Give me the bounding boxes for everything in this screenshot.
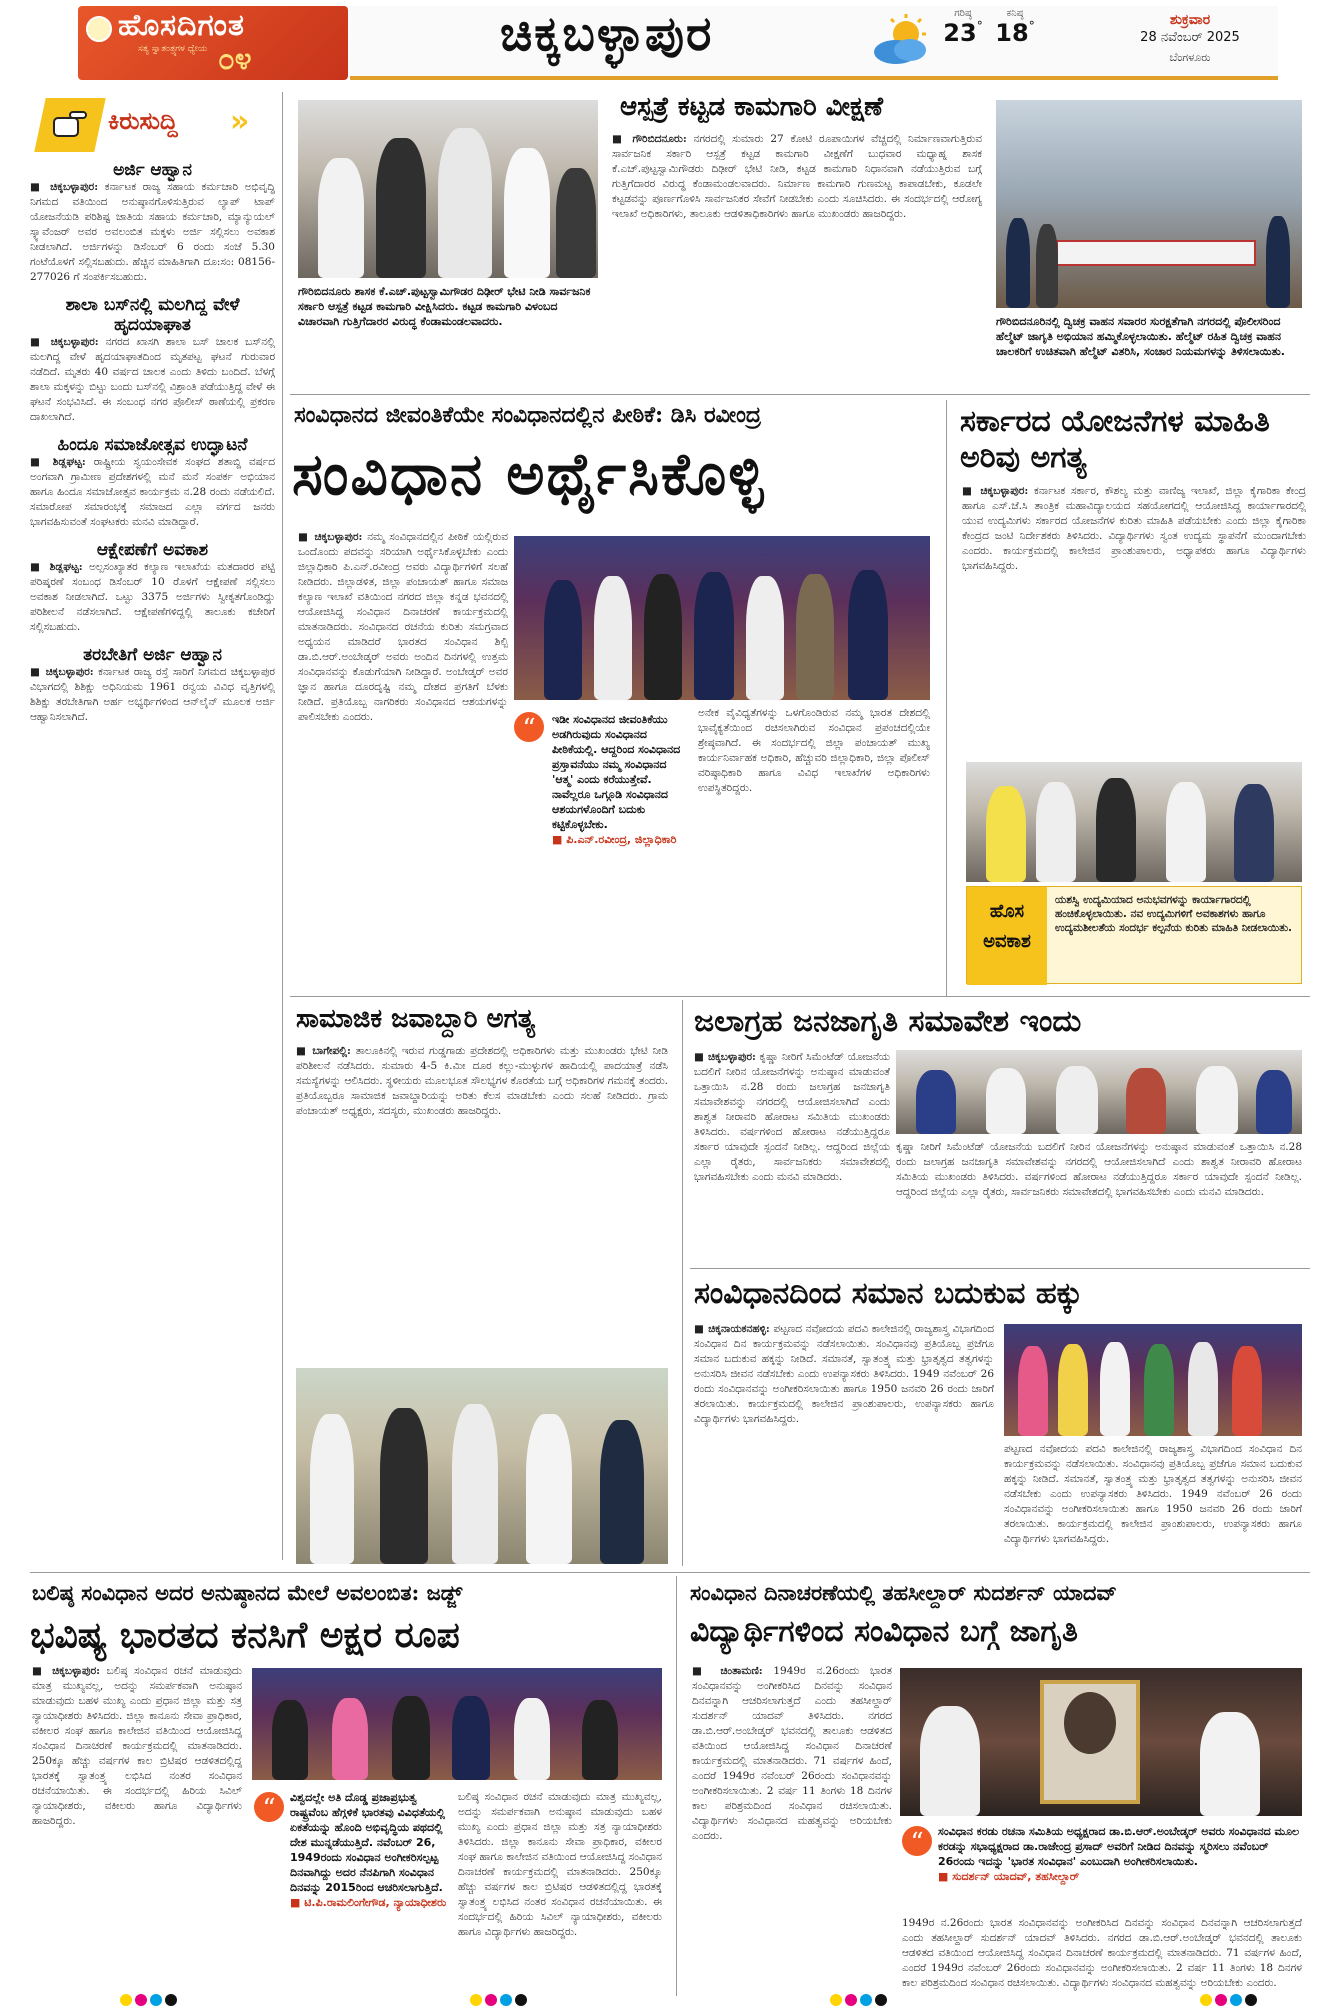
- max-temp-block: ಗರಿಷ್ಠ 23°: [940, 8, 986, 47]
- constitution-kicker: ಸಂವಿಧಾನದ ಜೀವಂತಿಕೆಯೇ ಸಂವಿಧಾನದಲ್ಲಿನ ಪೀಠಿಕೆ: ಡಿಸಿ ರವೀಂದ್ರ: [294, 402, 762, 428]
- emblem-icon: [86, 16, 112, 42]
- brief-body: ■ ಶಿಡ್ಲಘಟ್ಟ: ಅಲ್ಪಸಂಖ್ಯಾತರ ಕಲ್ಯಾಣ ಇಲಾಖೆಯ ಮತದಾರರ ಪಟ್ಟಿ ಪರಿಷ್ಕರಣೆ ಸಂಬಂಧ ಡಿಸೆಂಬರ್ 10 ರೊಳಗೆ ಆಕ್ಷೇಪಣೆ ಸಲ್ಲಿಸಲು ಅವಕಾಶ ನೀಡಲಾಗಿದೆ. ಒಟ್ಟು 3375 ಅರ್ಜಿಗಳು ಸ್ವೀಕೃತಗೊಂಡಿದ್ದು ಪರಿಶೀಲನೆ ನಡೆಸಲಾಗಿದೆ. ಆಕ್ಷೇಪಣೆಗಳಿದ್ದಲ್ಲಿ ತಾಲೂಕು ಕಚೇರಿಗೆ ಸಲ್ಲಿಸಬಹುದು.: [30, 561, 275, 633]
- hospital-headline: ಆಸ್ಪತ್ರೆ ಕಟ್ಟಡ ಕಾಮಗಾರಿ ವೀಕ್ಷಣೆ: [620, 92, 884, 122]
- registration-marks: [470, 1994, 527, 2006]
- kirusuddi-column: [30, 90, 275, 1560]
- brief-headline: ತರಬೇತಿಗೆ ಅರ್ಜಿ ಆಹ್ವಾನ: [83, 645, 222, 665]
- awareness-story-body-cont: 1949ರ ನ.26ರಂದು ಭಾರತ ಸಂವಿಧಾನವನ್ನು ಅಂಗೀಕರಿಸಿದ ದಿನವನ್ನು ಸಂವಿಧಾನ ದಿನವನ್ನಾಗಿ ಆಚರಿಸಲಾಗುತ್ತದೆ ಎಂದು ತಹಸೀಲ್ದಾರ್ ಸುದರ್ಶನ್ ಯಾದವ್ ತಿಳಿಸಿದರು. ನಗರದ ಡಾ.ಬಿ.ಆರ್.ಅಂಬೇಡ್ಕರ್ ಭವನದಲ್ಲಿ ತಾಲೂಕು ಆಡಳಿತದ ವತಿಯಿಂದ ಆಯೋಜಿಸಿದ್ದ ಸಂವಿಧಾನ ದಿನಾಚರಣೆ ಕಾರ್ಯಕ್ರಮದಲ್ಲಿ ಮಾತನಾಡಿದರು. 71 ವರ್ಷಗಳ ಹಿಂದೆ, ಎಂದರೆ 1949ರ ನವೆಂಬರ್ 26ರಂದು ಸಂವಿಧಾನವನ್ನು ಅಂಗೀಕರಿಸಲಾಯಿತು. 2 ವರ್ಷ 11 ತಿಂಗಳು 18 ದಿನಗಳ ಕಾಲ ಪರಿಶ್ರಮದಿಂದ ಸಂವಿಧಾನ ರಚಿಸಲಾಯಿತು. ವಿದ್ಯಾರ್ಥಿಗಳು ಸಂವಿಧಾನದ ಮಹತ್ವವನ್ನು ಅರಿಯಬೇಕು ಎಂದರು.: [902, 1917, 1302, 1989]
- judge-quote: ವಿಶ್ವದಲ್ಲೇ ಅತಿ ದೊಡ್ಡ ಪ್ರಜಾಪ್ರಭುತ್ವ ರಾಷ್ಟ್ರವೆಂಬ ಹೆಗ್ಗಳಿಕೆ ಭಾರತವು ವಿವಿಧತೆಯಲ್ಲಿ ಏಕತೆಯನ್ನು ಹೊಂದಿ ಅಭಿವೃದ್ಧಿಯ ಪಥದಲ್ಲಿ ದೇಶ ಮುನ್ನಡೆಯುತ್ತಿದೆ. ನವೆಂಬರ್ 26, 1949ರಂದು ಸಂವಿಧಾನ ಅಂಗೀಕರಿಸಲ್ಪಟ್ಟ ದಿನವಾಗಿದ್ದು ಅದರ ನೆನಪಿಗಾಗಿ ಸಂವಿಧಾನ ದಿನವನ್ನು 2015ರಿಂದ ಆಚರಿಸಲಾಗುತ್ತಿದೆ. ■ ಟಿ.ಪಿ.ರಾಮಲಿಂಗೇಗೌಡ, ನ್ಯಾಯಾಧೀಶರು: [290, 1791, 447, 1909]
- jalagraha-story-body-left: ■ ಚಿಕ್ಕಬಳ್ಳಾಪುರ: ಕೃಷ್ಣಾ ನೀರಿಗೆ ಸಿಮೆಂಟೆಡ್ ಯೋಜನೆಯ ಬದಲಿಗೆ ನೀರಿನ ಯೋಜನೆಗಳನ್ನು ಅನುಷ್ಠಾನ ಮಾಡುವಂತೆ ಒತ್ತಾಯಿಸಿ ನ.28 ರಂದು ಜಲಾಗ್ರಹ ಜನಜಾಗೃತಿ ಸಮಾವೇಶವನ್ನು ನಗರದಲ್ಲಿ ಆಯೋಜಿಸಲಾಗಿದೆ ಎಂದು ಶಾಶ್ವತ ನೀರಾವರಿ ಹೋರಾಟ ಸಮಿತಿಯ ಮುಖಂಡರು ತಿಳಿಸಿದರು. ವರ್ಷಗಳಿಂದ ಹೋರಾಟ ನಡೆಯುತ್ತಿದ್ದರೂ ಸರ್ಕಾರ ಯಾವುದೇ ಸ್ಪಂದನೆ ನೀಡಿಲ್ಲ. ಆದ್ದರಿಂದ ಜಿಲ್ಲೆಯ ಎಲ್ಲಾ ರೈತರು, ಸಾರ್ವಜನಿಕರು ಸಮಾವೇಶದಲ್ಲಿ ಭಾಗವಹಿಸಬೇಕು ಎಂದು ಮನವಿ ಮಾಡಿದರು.: [694, 1051, 890, 1183]
- brief-item: [30, 160, 275, 285]
- brief-body: ■ ಚಿಕ್ಕಬಳ್ಳಾಪುರ: ಕರ್ನಾಟಕ ರಾಜ್ಯ ರಸ್ತೆ ಸಾರಿಗೆ ನಿಗಮದ ಚಿಕ್ಕಬಳ್ಳಾಪುರ ವಿಭಾಗದಲ್ಲಿ ಶಿಶಿಕ್ಷು ಅಧಿನಿಯಮ 1961 ರನ್ವಯ ವಿವಿಧ ವೃತ್ತಿಗಳಲ್ಲಿ ಶಿಶಿಕ್ಷು ತರಬೇತಿಗಾಗಿ ಅರ್ಹ ಅಭ್ಯರ್ಥಿಗಳಿಂದ ಆನ್‌ಲೈನ್ ಮೂಲಕ ಅರ್ಜಿ ಆಹ್ವಾನಿಸಲಾಗಿದೆ.: [30, 666, 275, 723]
- tahsildar-quote-attribution: ■ ಸುದರ್ಶನ್ ಯಾದವ್, ತಹಸೀಲ್ದಾರ್: [938, 1870, 1080, 1883]
- edition-city: ಚಿಕ್ಕಬಳ್ಳಾಪುರ: [500, 6, 714, 62]
- edition-banner: [350, 6, 1278, 80]
- schemes-headline: ಸರ್ಕಾರದ ಯೋಜನೆಗಳ ಮಾಹಿತಿ ಅರಿವು ಅಗತ್ಯ: [960, 404, 1270, 475]
- constitution-stage-photo[interactable]: [514, 536, 930, 700]
- newspaper-logo[interactable]: [78, 6, 348, 80]
- page-number: ೦೪: [218, 42, 252, 77]
- pointing-hand-icon: [50, 104, 90, 144]
- constitution-body-right: ಅನೇಕ ವೈವಿಧ್ಯತೆಗಳನ್ನು ಒಳಗೊಂಡಿರುವ ನಮ್ಮ ಭಾರತ ದೇಶದಲ್ಲಿ ಭಾವೈಕ್ಯತೆಯಿಂದ ರಚಿಸಲಾಗಿರುವ ಸಂವಿಧಾನ ಪ್ರಪಂಚದಲ್ಲಿಯೇ ಶ್ರೇಷ್ಠವಾಗಿದೆ. ಈ ಸಂದರ್ಭದಲ್ಲಿ ಜಿಲ್ಲಾ ಪಂಚಾಯತ್ ಮುಖ್ಯ ಕಾರ್ಯನಿರ್ವಾಹಕ ಅಧಿಕಾರಿ, ಹೆಚ್ಚುವರಿ ಜಿಲ್ಲಾಧಿಕಾರಿ, ಜಿಲ್ಲಾ ಪೊಲೀಸ್ ವರಿಷ್ಠಾಧಿಕಾರಿ ಹಾಗೂ ವಿವಿಧ ಇಲಾಖೆಗಳ ಅಧಿಕಾರಿಗಳು ಉಪಸ್ಥಿತರಿದ್ದರು.: [698, 707, 930, 794]
- section-divider: [690, 1268, 1310, 1269]
- masthead: [0, 0, 1339, 86]
- hosa-avakasha-promo[interactable]: [966, 886, 1302, 984]
- jalagraha-press-photo[interactable]: [896, 1050, 1302, 1134]
- future-kicker: ಬಲಿಷ್ಠ ಸಂವಿಧಾನ ಅದರ ಅನುಷ್ಠಾನದ ಮೇಲೆ ಅವಲಂಬಿತ: ಜಡ್ಜ್: [32, 1580, 463, 1605]
- awareness-story-body: ■ ಚಿಂತಾಮಣಿ: 1949ರ ನ.26ರಂದು ಭಾರತ ಸಂವಿಧಾನವನ್ನು ಅಂಗೀಕರಿಸಿದ ದಿನವನ್ನು ಸಂವಿಧಾನ ದಿನವನ್ನಾಗಿ ಆಚರಿಸಲಾಗುತ್ತದೆ ಎಂದು ತಹಸೀಲ್ದಾರ್ ಸುದರ್ಶನ್ ಯಾದವ್ ತಿಳಿಸಿದರು. ನಗರದ ಡಾ.ಬಿ.ಆರ್.ಅಂಬೇಡ್ಕರ್ ಭವನದಲ್ಲಿ ತಾಲೂಕು ಆಡಳಿತದ ವತಿಯಿಂದ ಆಯೋಜಿಸಿದ್ದ ಸಂವಿಧಾನ ದಿನಾಚರಣೆ ಕಾರ್ಯಕ್ರಮದಲ್ಲಿ ಮಾತನಾಡಿದರು. 71 ವರ್ಷಗಳ ಹಿಂದೆ, ಎಂದರೆ 1949ರ ನವೆಂಬರ್ 26ರಂದು ಸಂವಿಧಾನವನ್ನು ಅಂಗೀಕರಿಸಲಾಯಿತು. 2 ವರ್ಷ 11 ತಿಂಗಳು 18 ದಿನಗಳ ಕಾಲ ಪರಿಶ್ರಮದಿಂದ ಸಂವಿಧಾನ ರಚಿಸಲಾಯಿತು. ವಿದ್ಯಾರ್ಥಿಗಳು ಸಂವಿಧಾನದ ಮಹತ್ವವನ್ನು ಅರಿಯಬೇಕು ಎಂದರು.: [692, 1665, 892, 1842]
- jalagraha-story-body-right: ಕೃಷ್ಣಾ ನೀರಿಗೆ ಸಿಮೆಂಟೆಡ್ ಯೋಜನೆಯ ಬದಲಿಗೆ ನೀರಿನ ಯೋಜನೆಗಳನ್ನು ಅನುಷ್ಠಾನ ಮಾಡುವಂತೆ ಒತ್ತಾಯಿಸಿ ನ.28 ರಂದು ಜಲಾಗ್ರಹ ಜನಜಾಗೃತಿ ಸಮಾವೇಶವನ್ನು ನಗರದಲ್ಲಿ ಆಯೋಜಿಸಲಾಗಿದೆ ಎಂದು ಶಾಶ್ವತ ನೀರಾವರಿ ಹೋರಾಟ ಸಮಿತಿಯ ಮುಖಂಡರು ತಿಳಿಸಿದರು. ವರ್ಷಗಳಿಂದ ಹೋರಾಟ ನಡೆಯುತ್ತಿದ್ದರೂ ಸರ್ಕಾರ ಯಾವುದೇ ಸ್ಪಂದನೆ ನೀಡಿಲ್ಲ. ಆದ್ದರಿಂದ ಜಿಲ್ಲೆಯ ಎಲ್ಲಾ ರೈತರು, ಸಾರ್ವಜನಿಕರು ಸಮಾವೇಶದಲ್ಲಿ ಭಾಗವಹಿಸಬೇಕು ಎಂದು ಮನವಿ ಮಾಡಿದರು.: [896, 1141, 1302, 1198]
- equality-students-photo[interactable]: [1004, 1324, 1302, 1436]
- chevrons-icon: »: [230, 104, 250, 139]
- kirusuddi-list: [30, 160, 275, 735]
- social-story-body: ■ ಬಾಗೇಪಲ್ಲಿ: ತಾಲೂಕಿನಲ್ಲಿ ಇರುವ ಗುಡ್ಡಗಾಡು ಪ್ರದೇಶದಲ್ಲಿ ಅಧಿಕಾರಿಗಳು ಮತ್ತು ಮುಖಂಡರು ಭೇಟಿ ನೀಡಿ ಪರಿಶೀಲನೆ ನಡೆಸಿದರು. ಸುಮಾರು 4-5 ಕಿ.ಮೀ ದೂರ ಕಲ್ಲು-ಮುಳ್ಳುಗಳ ಹಾದಿಯಲ್ಲಿ ಪಾದಯಾತ್ರೆ ನಡೆಸಿ ಸಮಸ್ಯೆಗಳನ್ನು ಆಲಿಸಿದರು. ಸ್ಥಳೀಯರು ಮೂಲಭೂತ ಸೌಲಭ್ಯಗಳ ಕೊರತೆಯ ಬಗ್ಗೆ ಅಧಿಕಾರಿಗಳ ಗಮನಕ್ಕೆ ತಂದರು. ಪ್ರತಿಯೊಬ್ಬರೂ ಸಾಮಾಜಿಕ ಜವಾಬ್ದಾರಿಯನ್ನು ಅರಿತು ಕೆಲಸ ಮಾಡಬೇಕು ಎಂದು ಸಲಹೆ ನೀಡಿದರು. ಗ್ರಾಮ ಪಂಚಾಯತ್ ಅಧ್ಯಕ್ಷರು, ಸದಸ್ಯರು, ಮುಖಂಡರು ಹಾಜರಿದ್ದರು.: [296, 1045, 668, 1117]
- promo-label-2: ಅವಕಾಶ: [983, 931, 1031, 952]
- date-block: [1110, 12, 1270, 65]
- social-headline: ಸಾಮಾಜಿಕ ಜವಾಬ್ದಾರಿ ಅಗತ್ಯ: [296, 1004, 536, 1034]
- awareness-headline: ವಿದ್ಯಾರ್ಥಿಗಳಿಂದ ಸಂವಿಧಾನ ಬಗ್ಗೆ ಜಾಗೃತಿ: [690, 1614, 1078, 1649]
- quote-icon: “: [902, 1826, 932, 1856]
- weekday: ಶುಕ್ರವಾರ: [1169, 12, 1211, 28]
- ambedkar-portrait-photo[interactable]: [900, 1668, 1302, 1816]
- brief-headline: ಅರ್ಜಿ ಆಹ್ವಾನ: [113, 160, 192, 180]
- equality-story-body: ■ ಚಿಕ್ಕನಾಯಕನಹಳ್ಳಿ: ಪಟ್ಟಣದ ನವೋದಯ ಪದವಿ ಕಾಲೇಜಿನಲ್ಲಿ ರಾಜ್ಯಶಾಸ್ತ್ರ ವಿಭಾಗದಿಂದ ಸಂವಿಧಾನ ದಿನ ಕಾರ್ಯಕ್ರಮವನ್ನು ನಡೆಸಲಾಯಿತು. ಸಂವಿಧಾನವು ಪ್ರತಿಯೊಬ್ಬ ಪ್ರಜೆಗೂ ಸಮಾನ ಬದುಕುವ ಹಕ್ಕನ್ನು ನೀಡಿದೆ. ಸಮಾನತೆ, ಸ್ವಾತಂತ್ರ್ಯ ಮತ್ತು ಭ್ರಾತೃತ್ವದ ತತ್ವಗಳನ್ನು ಅನುಸರಿಸಿ ಜೀವನ ನಡೆಸಬೇಕು ಎಂದು ಉಪನ್ಯಾಸಕರು ತಿಳಿಸಿದರು. 1949 ನವೆಂಬರ್ 26 ರಂದು ಸಂವಿಧಾನವನ್ನು ಅಂಗೀಕರಿಸಲಾಯಿತು ಹಾಗೂ 1950 ಜನವರಿ 26 ರಂದು ಜಾರಿಗೆ ತರಲಾಯಿತು. ಕಾರ್ಯಕ್ರಮದಲ್ಲಿ ಕಾಲೇಜಿನ ಪ್ರಾಂಶುಪಾಲರು, ಉಪನ್ಯಾಸಕರು ಹಾಗೂ ವಿದ್ಯಾರ್ಥಿಗಳು ಭಾಗವಹಿಸಿದ್ದರು.: [694, 1323, 994, 1425]
- helmet-photo-caption: ಗೌರಿಬಿದನೂರಿನಲ್ಲಿ ದ್ವಿಚಕ್ರ ವಾಹನ ಸವಾರರ ಸುರಕ್ಷತೆಗಾಗಿ ನಗರದಲ್ಲಿ ಪೊಲೀಸರಿಂದ ಹೆಲ್ಮೆಟ್ ಜಾಗೃತಿ ಅಭಿಯಾನ ಹಮ್ಮಿಕೊಳ್ಳಲಾಯಿತು. ಹೆಲ್ಮೆಟ್ ರಹಿತ ದ್ವಿಚಕ್ರ ವಾಹನ ಚಾಲಕರಿಗೆ ಉಚಿತವಾಗಿ ಹೆಲ್ಮೆಟ್ ವಿತರಿಸಿ, ಸಂಚಾರ ನಿಯಮಗಳನ್ನು ತಿಳಿಸಲಾಯಿತು.: [996, 315, 1285, 358]
- promo-text: ಯಶಸ್ವಿ ಉದ್ಯಮಿಯಾದ ಅನುಭವಗಳನ್ನು ಕಾರ್ಯಾಗಾರದಲ್ಲಿ ಹಂಚಿಕೊಳ್ಳಲಾಯಿತು. ನವ ಉದ್ಯಮಿಗಳಿಗೆ ಅವಕಾಶಗಳು ಹಾಗೂ ಉದ್ಯಮಶೀಲತೆಯ ಸಂದರ್ಭ ಕಲ್ಪನೆಯ ಕುರಿತು ಮಾಹಿತಿ ನೀಡಲಾಯಿತು.: [1055, 894, 1293, 934]
- column-divider: [676, 1576, 677, 1996]
- future-stage-photo[interactable]: [252, 1668, 662, 1780]
- tahsildar-quote: ಸಂವಿಧಾನ ಕರಡು ರಚನಾ ಸಮಿತಿಯ ಅಧ್ಯಕ್ಷರಾದ ಡಾ.ಬಿ.ಆರ್.ಅಂಬೇಡ್ಕರ್ ಅವರು ಸಂವಿಧಾನದ ಮೂಲ ಕರಡನ್ನು ಸಭಾಧ್ಯಕ್ಷರಾದ ಡಾ.ರಾಜೇಂದ್ರ ಪ್ರಸಾದ್ ಅವರಿಗೆ ನೀಡಿದ ದಿನವನ್ನು ಸ್ಮರಿಸಲು ನವೆಂಬರ್ 26ರಂದು ಇದನ್ನು 'ಭಾರತ ಸಂವಿಧಾನ' ಎಂಬುದಾಗಿ ಅಂಗೀಕರಿಸಲಾಯಿತು. ■ ಸುದರ್ಶನ್ ಯಾದವ್, ತಹಸೀಲ್ದಾರ್: [938, 1825, 1300, 1883]
- brief-body: ■ ಚಿಕ್ಕಬಳ್ಳಾಪುರ: ಕರ್ನಾಟಕ ರಾಜ್ಯ ಸಹಾಯ ಕರ್ಮಚಾರಿ ಅಭಿವೃದ್ಧಿ ನಿಗಮದ ವತಿಯಿಂದ ಅನುಷ್ಠಾನಗೊಳಿಸುತ್ತಿರುವ ಲ್ಯಾಪ್ ಟಾಪ್ ಯೋಜನೆಯಡಿ ಪರಿಶಿಷ್ಟ ಜಾತಿಯ ಸಹಾಯ ಕರ್ಮಚಾರಿ, ಮ್ಯಾನ್ಯುಯಲ್ ಸ್ಕ್ಯಾವೆಂಜರ್ ಅವರ ಅವಲಂಬಿತ ಮಕ್ಕಳು ಅರ್ಜಿ ಸಲ್ಲಿಸಲು ಅವಕಾಶ ನೀಡಲಾಗಿದೆ. ಅರ್ಜಿಗಳನ್ನು ಡಿಸೆಂಬರ್ 6 ರಂದು ಸಂಜೆ 5.30 ಗಂಟೆಯೊಳಗೆ ಸಲ್ಲಿಸಬಹುದು. ಹೆಚ್ಚಿನ ಮಾಹಿತಿಗಾಗಿ ದೂ:ಸಂ: 08156-277026 ಗೆ ಸಂಪರ್ಕಿಸಬಹುದು.: [30, 181, 275, 283]
- brief-body: ■ ಚಿಕ್ಕಬಳ್ಳಾಪುರ: ನಗರದ ಖಾಸಗಿ ಶಾಲಾ ಬಸ್ ಚಾಲಕ ಬಸ್‌ನಲ್ಲಿ ಮಲಗಿದ್ದ ವೇಳೆ ಹೃದಯಾಘಾತದಿಂದ ಮೃತಪಟ್ಟ ಘಟನೆ ಗುರುವಾರ ನಡೆದಿದೆ. ಮೃತರು 40 ವರ್ಷದ ಚಾಲಕ ಎಂದು ತಿಳಿದು ಬಂದಿದೆ. ಬೆಳಗ್ಗೆ ಶಾಲಾ ಮಕ್ಕಳನ್ನು ಬಿಟ್ಟು ಬಂದು ಬಸ್‌ನಲ್ಲಿ ವಿಶ್ರಾಂತಿ ಪಡೆಯುತ್ತಿದ್ದ ವೇಳೆ ಈ ಘಟನೆ ಸಂಭವಿಸಿದೆ. ಈ ಸಂಬಂಧ ನಗರ ಪೊಲೀಸ್ ಠಾಣೆಯಲ್ಲಿ ಪ್ರಕರಣ ದಾಖಲಾಗಿದೆ.: [30, 336, 275, 423]
- social-field-photo[interactable]: [296, 1368, 668, 1564]
- min-temp-block: ಕನಿಷ್ಠ 18°: [992, 8, 1038, 47]
- max-temp-value: 23: [943, 19, 977, 47]
- registration-marks: [830, 1994, 887, 2006]
- brief-headline: ಆಕ್ಷೇಪಣೆಗೆ ಅವಕಾಶ: [96, 540, 209, 560]
- section-divider: [290, 394, 1310, 395]
- column-divider: [946, 400, 947, 996]
- brief-headline: ಶಾಲಾ ಬಸ್‌ನಲ್ಲಿ ಮಲಗಿದ್ದ ವೇಳೆ ಹೃದಯಾಘಾತ: [65, 295, 240, 335]
- schemes-event-photo[interactable]: [966, 762, 1302, 882]
- promo-label-1: ಹೊಸ: [989, 901, 1025, 922]
- brief-item: [30, 295, 275, 425]
- future-story-body: ■ ಚಿಕ್ಕಬಳ್ಳಾಪುರ: ಬಲಿಷ್ಠ ಸಂವಿಧಾನ ರಚನೆ ಮಾಡುವುದು ಮಾತ್ರ ಮುಖ್ಯವಲ್ಲ, ಅದನ್ನು ಸಮರ್ಪಕವಾಗಿ ಅನುಷ್ಠಾನ ಮಾಡುವುದು ಬಹಳ ಮುಖ್ಯ ಎಂದು ಪ್ರಧಾನ ಜಿಲ್ಲಾ ಮತ್ತು ಸತ್ರ ನ್ಯಾಯಾಧೀಶರು ತಿಳಿಸಿದರು. ಜಿಲ್ಲಾ ಕಾನೂನು ಸೇವಾ ಪ್ರಾಧಿಕಾರ, ವಕೀಲರ ಸಂಘ ಹಾಗೂ ಕಾಲೇಜಿನ ವತಿಯಿಂದ ಆಯೋಜಿಸಿದ್ದ ಸಂವಿಧಾನ ದಿನಾಚರಣೆ ಕಾರ್ಯಕ್ರಮದಲ್ಲಿ ಮಾತನಾಡಿದರು. 250ಕ್ಕೂ ಹೆಚ್ಚು ವರ್ಷಗಳ ಕಾಲ ಬ್ರಿಟಿಷರ ಆಡಳಿತದಲ್ಲಿದ್ದ ಭಾರತಕ್ಕೆ ಸ್ವಾತಂತ್ರ್ಯ ಲಭಿಸಿದ ನಂತರ ಸಂವಿಧಾನ ರಚನೆಯಾಯಿತು. ಈ ಸಂದರ್ಭದಲ್ಲಿ ಹಿರಿಯ ಸಿವಿಲ್ ನ್ಯಾಯಾಧೀಶರು, ವಕೀಲರು ಹಾಗೂ ವಿದ್ಯಾರ್ಥಿಗಳು ಹಾಜರಿದ್ದರು.: [32, 1665, 242, 1827]
- issue-date: 28 ನವೆಂಬರ್ 2025: [1140, 30, 1240, 45]
- hospital-story-body: ■ ಗೌರಿಬಿದನೂರು: ನಗರದಲ್ಲಿ ಸುಮಾರು 27 ಕೋಟಿ ರೂಪಾಯಿಗಳ ವೆಚ್ಚದಲ್ಲಿ ನಿರ್ಮಾಣವಾಗುತ್ತಿರುವ ಸಾರ್ವಜನಿಕ ಸರ್ಕಾರಿ ಆಸ್ಪತ್ರೆ ಕಟ್ಟಡ ಕಾಮಗಾರಿ ವೀಕ್ಷಣೆಗೆ ಬುಧವಾರ ಮಧ್ಯಾಹ್ನ ಶಾಸಕ ಕೆ.ಎಚ್.ಪುಟ್ಟಸ್ವಾಮಿಗೌಡರು ದಿಢೀರ್ ಭೇಟಿ ನೀಡಿ, ಕಟ್ಟಡ ಕಾಮಗಾರಿ ನಿಧಾನವಾಗಿ ನಡೆಯುತ್ತಿರುವ ಬಗ್ಗೆ ಗುತ್ತಿಗೆದಾರರ ವಿರುದ್ಧ ಕೆಂಡಾಮಂಡಲವಾದರು. ನಿರ್ಮಾಣ ಕಾಮಗಾರಿ ಗುಣಮಟ್ಟ ಕಾಪಾಡಬೇಕು, ಕೂಡಲೇ ಕಟ್ಟಡವನ್ನು ಪೂರ್ಣಗೊಳಿಸಿ ಸಾರ್ವಜನಿಕರ ಸೇವೆಗೆ ನೀಡಬೇಕು ಎಂದು ಸೂಚಿಸಿದರು. ಈ ಸಂದರ್ಭದಲ್ಲಿ ಆರೋಗ್ಯ ಇಲಾಖೆ ಅಧಿಕಾರಿಗಳು, ತಾಲೂಕು ಆಡಳಿತಾಧಿಕಾರಿಗಳು ಹಾಗೂ ಮುಖಂಡರು ಹಾಜರಿದ್ದರು.: [612, 133, 982, 220]
- min-temp-label: ಕನಿಷ್ಠ: [1006, 8, 1024, 19]
- helmet-rally-photo[interactable]: [996, 100, 1302, 308]
- schemes-story-body: ■ ಚಿಕ್ಕಬಳ್ಳಾಪುರ: ಕರ್ನಾಟಕ ಸರ್ಕಾರ, ಕೌಶಲ್ಯ ಮತ್ತು ವಾಣಿಜ್ಯ ಇಲಾಖೆ, ಜಿಲ್ಲಾ ಕೈಗಾರಿಕಾ ಕೇಂದ್ರ ಹಾಗೂ ಎಸ್.ಜೆ.ಸಿ ತಾಂತ್ರಿಕ ಮಹಾವಿದ್ಯಾಲಯದ ಸಹಯೋಗದಲ್ಲಿ ಆಯೋಜಿಸಿದ್ದ ಕಾರ್ಯಾಗಾರದಲ್ಲಿ ಯುವ ಉದ್ಯಮಿಗಳು ಸರ್ಕಾರದ ಯೋಜನೆಗಳ ಕುರಿತು ಮಾಹಿತಿ ಪಡೆಯಬೇಕು ಎಂದು ಜಿಲ್ಲಾ ಕೈಗಾರಿಕಾ ಕೇಂದ್ರದ ಜಂಟಿ ನಿರ್ದೇಶಕರು ತಿಳಿಸಿದರು. ವಿದ್ಯಾರ್ಥಿಗಳು ಸ್ವಂತ ಉದ್ಯಮ ಸ್ಥಾಪನೆಗೆ ಮುಂದಾಗಬೇಕು ಎಂದರು. ಕಾರ್ಯಕ್ರಮದಲ್ಲಿ ಕಾಲೇಜಿನ ಪ್ರಾಂಶುಪಾಲರು, ಅಧ್ಯಾಪಕರು ಹಾಗೂ ವಿದ್ಯಾರ್ಥಿಗಳು ಭಾಗವಹಿಸಿದ್ದರು.: [962, 485, 1306, 572]
- dc-quote-attribution: ■ ಪಿ.ಎನ್.ರವೀಂದ್ರ, ಜಿಲ್ಲಾಧಿಕಾರಿ: [552, 833, 677, 846]
- max-temp-label: ಗರಿಷ್ಠ: [954, 8, 972, 19]
- section-divider: [290, 996, 1310, 997]
- constitution-body-left: ■ ಚಿಕ್ಕಬಳ್ಳಾಪುರ: ನಮ್ಮ ಸಂವಿಧಾನದಲ್ಲಿನ ಪೀಠಿಕೆ ಯಲ್ಲಿರುವ ಒಂದೊಂದು ಪದವನ್ನು ಸರಿಯಾಗಿ ಅರ್ಥೈಸಿಕೊಳ್ಳಬೇಕು ಎಂದು ಜಿಲ್ಲಾಧಿಕಾರಿ ಪಿ.ಎನ್.ರವೀಂದ್ರ ಅವರು ವಿದ್ಯಾರ್ಥಿಗಳಿಗೆ ಸಲಹೆ ನೀಡಿದರು. ಜಿಲ್ಲಾಡಳಿತ, ಜಿಲ್ಲಾ ಪಂಚಾಯತ್ ಹಾಗೂ ಸಮಾಜ ಕಲ್ಯಾಣ ಇಲಾಖೆ ವತಿಯಿಂದ ನಗರದ ಜಿಲ್ಲಾ ಕನ್ನಡ ಭವನದಲ್ಲಿ ಆಯೋಜಿಸಿದ್ದ ಸಂವಿಧಾನ ದಿನಾಚರಣೆ ಕಾರ್ಯಕ್ರಮದಲ್ಲಿ ಮಾತನಾಡಿದರು. ಸಂವಿಧಾನದ ರಚನೆಯ ಕುರಿತು ಸಮಗ್ರವಾದ ಅಧ್ಯಯನ ಮಾಡಿದರೆ ಭಾರತದ ಸಂವಿಧಾನ ಶಿಲ್ಪಿ ಡಾ.ಬಿ.ಆರ್.ಅಂಬೇಡ್ಕರ್ ಅವರು ಅಂದಿನ ದಿನಗಳಲ್ಲಿ ಉತ್ತಮ ಸಂವಿಧಾನವನ್ನು ಕೊಡುಗೆಯಾಗಿ ನೀಡಿದ್ದಾರೆ. ಅಂಬೇಡ್ಕರ್ ಅವರ ಜ್ಞಾನ ಹಾಗೂ ದೂರದೃಷ್ಟಿ ನಮ್ಮ ದೇಶದ ಪ್ರಗತಿಗೆ ಬೆಳಕು ನೀಡಿದೆ. ಪ್ರತಿಯೊಬ್ಬ ನಾಗರಿಕರು ಸಂವಿಧಾನದ ಆಶಯಗಳನ್ನು ಪಾಲಿಸಬೇಕು ಎಂದರು.: [298, 531, 508, 723]
- judge-quote-attribution: ■ ಟಿ.ಪಿ.ರಾಮಲಿಂಗೇಗೌಡ, ನ್ಯಾಯಾಧೀಶರು: [290, 1896, 447, 1909]
- future-headline: ಭವಿಷ್ಯ ಭಾರತದ ಕನಸಿಗೆ ಅಕ್ಷರ ರೂಪ: [30, 1614, 460, 1656]
- column-divider: [282, 92, 283, 1560]
- column-divider: [682, 1000, 683, 1566]
- section-divider: [30, 1572, 1310, 1573]
- jalagraha-headline: ಜಲಾಗ್ರಹ ಜನಜಾಗೃತಿ ಸಮಾವೇಶ ಇಂದು: [694, 1004, 1082, 1039]
- quote-icon: “: [514, 712, 544, 742]
- brief-headline: ಹಿಂದೂ ಸಮಾಜೋತ್ಸವ ಉದ್ಘಾಟನೆ: [57, 435, 248, 455]
- equality-headline: ಸಂವಿಧಾನದಿಂದ ಸಮಾನ ಬದುಕುವ ಹಕ್ಕು: [694, 1276, 1083, 1311]
- kirusuddi-label: ಕಿರುಸುದ್ದಿ: [108, 106, 178, 135]
- brief-item: [30, 435, 275, 530]
- quote-icon: “: [254, 1792, 284, 1822]
- registration-marks: [1200, 1994, 1257, 2006]
- min-temp-value: 18: [995, 19, 1029, 47]
- awareness-kicker: ಸಂವಿಧಾನ ದಿನಾಚರಣೆಯಲ್ಲಿ ತಹಸೀಲ್ದಾರ್ ಸುದರ್ಶನ್ ಯಾದವ್: [690, 1580, 1117, 1605]
- brief-item: [30, 645, 275, 725]
- print-location: ಬೆಂಗಳೂರು: [1169, 51, 1211, 64]
- brief-item: [30, 540, 275, 635]
- logo-title: ಹೊಸದಿಗಂತ: [118, 8, 245, 43]
- equality-story-body-cont: ಪಟ್ಟಣದ ನವೋದಯ ಪದವಿ ಕಾಲೇಜಿನಲ್ಲಿ ರಾಜ್ಯಶಾಸ್ತ್ರ ವಿಭಾಗದಿಂದ ಸಂವಿಧಾನ ದಿನ ಕಾರ್ಯಕ್ರಮವನ್ನು ನಡೆಸಲಾಯಿತು. ಸಂವಿಧಾನವು ಪ್ರತಿಯೊಬ್ಬ ಪ್ರಜೆಗೂ ಸಮಾನ ಬದುಕುವ ಹಕ್ಕನ್ನು ನೀಡಿದೆ. ಸಮಾನತೆ, ಸ್ವಾತಂತ್ರ್ಯ ಮತ್ತು ಭ್ರಾತೃತ್ವದ ತತ್ವಗಳನ್ನು ಅನುಸರಿಸಿ ಜೀವನ ನಡೆಸಬೇಕು ಎಂದು ಉಪನ್ಯಾಸಕರು ತಿಳಿಸಿದರು. 1949 ನವೆಂಬರ್ 26 ರಂದು ಸಂವಿಧಾನವನ್ನು ಅಂಗೀಕರಿಸಲಾಯಿತು ಹಾಗೂ 1950 ಜನವರಿ 26 ರಂದು ಜಾರಿಗೆ ತರಲಾಯಿತು. ಕಾರ್ಯಕ್ರಮದಲ್ಲಿ ಕಾಲೇಜಿನ ಪ್ರಾಂಶುಪಾಲರು, ಉಪನ್ಯಾಸಕರು ಹಾಗೂ ವಿದ್ಯಾರ್ಥಿಗಳು ಭಾಗವಹಿಸಿದ್ದರು.: [1004, 1443, 1302, 1545]
- hospital-photo-caption: ಗೌರಿಬಿದನೂರು ಶಾಸಕ ಕೆ.ಎಚ್.ಪುಟ್ಟಸ್ವಾಮಿಗೌಡರ ದಿಢೀರ್ ಭೇಟಿ ನೀಡಿ ಸಾರ್ವಜನಿಕ ಸರ್ಕಾರಿ ಆಸ್ಪತ್ರೆ ಕಟ್ಟಡ ಕಾಮಗಾರಿ ವೀಕ್ಷಿಸಿದರು. ಕಟ್ಟಡ ಕಾಮಗಾರಿ ವಿಳಂಬದ ವಿಚಾರವಾಗಿ ಗುತ್ತಿಗೆದಾರರ ವಿರುದ್ಧ ಕೆಂಡಾಮಂಡಲವಾದರು.: [298, 285, 591, 328]
- brief-body: ■ ಶಿಡ್ಲಘಟ್ಟ: ರಾಷ್ಟ್ರೀಯ ಸ್ವಯಂಸೇವಕ ಸಂಘದ ಶತಾಬ್ದಿ ವರ್ಷದ ಅಂಗವಾಗಿ ಗ್ರಾಮೀಣ ಪ್ರದೇಶಗಳಲ್ಲಿ ಮನೆ ಮನೆ ಸಂಪರ್ಕ ಅಭಿಯಾನ ಹಾಗೂ ಹಿಂದೂ ಸಮಾಜೋತ್ಸವ ಕಾರ್ಯಕ್ರಮ ನ.28 ರಂದು ನಡೆಯಲಿದೆ. ಸಮಾರೋಪ ಸಮಾರಂಭಕ್ಕೆ ಸಮಾಜದ ಎಲ್ಲಾ ವರ್ಗದ ಜನರು ಭಾಗವಹಿಸುವಂತೆ ಸಂಘಟಕರು ಮನವಿ ಮಾಡಿದ್ದಾರೆ.: [30, 456, 275, 528]
- constitution-headline: ಸಂವಿಧಾನ ಅರ್ಥೈಸಿಕೊಳ್ಳಿ: [292, 440, 766, 508]
- hospital-visit-photo[interactable]: [298, 100, 598, 278]
- dc-quote: ಇಡೀ ಸಂವಿಧಾನದ ಜೀವಂತಿಕೆಯು ಅಡಗಿರುವುದು ಸಂವಿಧಾನದ ಪೀಠಿಕೆಯಲ್ಲಿ. ಆದ್ದರಿಂದ ಸಂವಿಧಾನದ ಪ್ರಸ್ತಾವನೆಯು ನಮ್ಮ ಸಂವಿಧಾನದ 'ಆತ್ಮ' ಎಂದು ಕರೆಯುತ್ತೇವೆ. ನಾವೆಲ್ಲರೂ ಒಗ್ಗೂಡಿ ಸಂವಿಧಾನದ ಆಶಯಗಳೊಂದಿಗೆ ಬದುಕು ಕಟ್ಟಿಕೊಳ್ಳಬೇಕು. ■ ಪಿ.ಎನ್.ರವೀಂದ್ರ, ಜಿಲ್ಲಾಧಿಕಾರಿ: [552, 713, 681, 846]
- registration-marks: [120, 1994, 177, 2006]
- weather-sun-cloud-icon: [870, 12, 934, 68]
- logo-tagline: ಸತ್ಯ ಸ್ವಾತಂತ್ರ್ಯಗಳ ಧ್ಯೇಯ: [138, 44, 208, 54]
- future-story-body-cont: ಬಲಿಷ್ಠ ಸಂವಿಧಾನ ರಚನೆ ಮಾಡುವುದು ಮಾತ್ರ ಮುಖ್ಯವಲ್ಲ, ಅದನ್ನು ಸಮರ್ಪಕವಾಗಿ ಅನುಷ್ಠಾನ ಮಾಡುವುದು ಬಹಳ ಮುಖ್ಯ ಎಂದು ಪ್ರಧಾನ ಜಿಲ್ಲಾ ಮತ್ತು ಸತ್ರ ನ್ಯಾಯಾಧೀಶರು ತಿಳಿಸಿದರು. ಜಿಲ್ಲಾ ಕಾನೂನು ಸೇವಾ ಪ್ರಾಧಿಕಾರ, ವಕೀಲರ ಸಂಘ ಹಾಗೂ ಕಾಲೇಜಿನ ವತಿಯಿಂದ ಆಯೋಜಿಸಿದ್ದ ಸಂವಿಧಾನ ದಿನಾಚರಣೆ ಕಾರ್ಯಕ್ರಮದಲ್ಲಿ ಮಾತನಾಡಿದರು. 250ಕ್ಕೂ ಹೆಚ್ಚು ವರ್ಷಗಳ ಕಾಲ ಬ್ರಿಟಿಷರ ಆಡಳಿತದಲ್ಲಿದ್ದ ಭಾರತಕ್ಕೆ ಸ್ವಾತಂತ್ರ್ಯ ಲಭಿಸಿದ ನಂತರ ಸಂವಿಧಾನ ರಚನೆಯಾಯಿತು. ಈ ಸಂದರ್ಭದಲ್ಲಿ ಹಿರಿಯ ಸಿವಿಲ್ ನ್ಯಾಯಾಧೀಶರು, ವಕೀಲರು ಹಾಗೂ ವಿದ್ಯಾರ್ಥಿಗಳು ಹಾಜರಿದ್ದರು.: [458, 1791, 662, 1938]
